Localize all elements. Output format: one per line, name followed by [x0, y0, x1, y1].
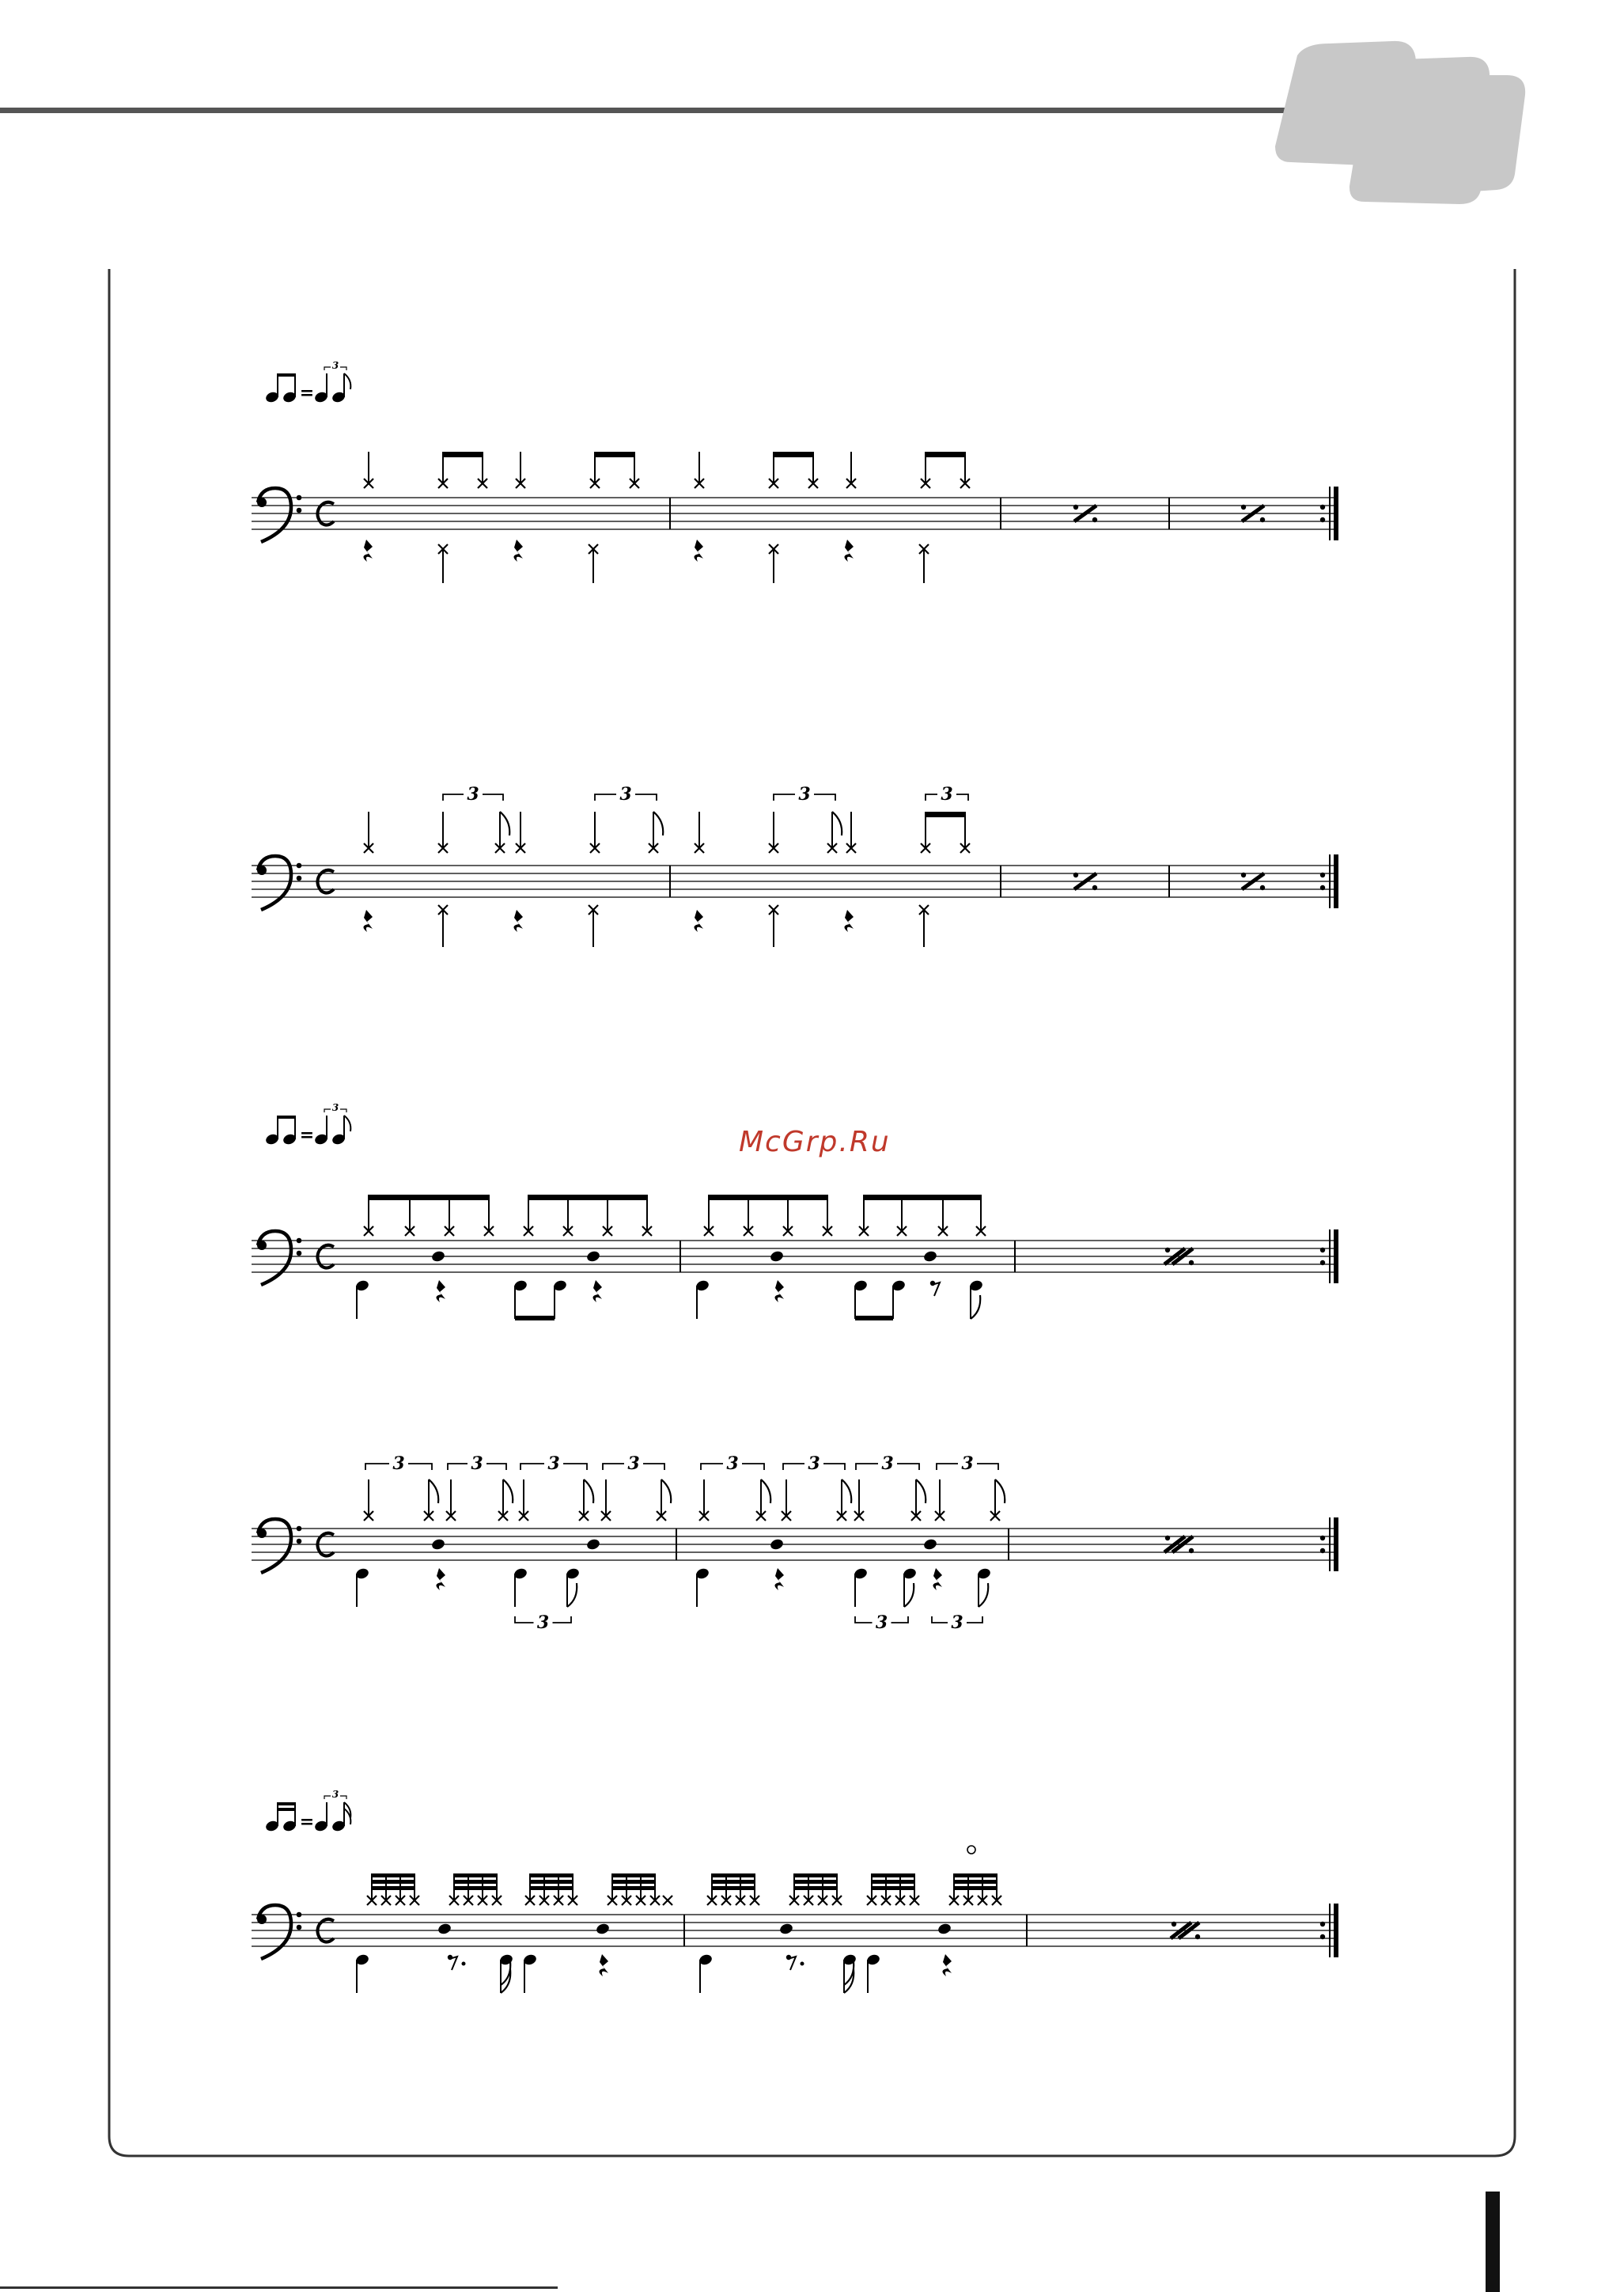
beam: [454, 1873, 497, 1877]
beam: [794, 1886, 837, 1890]
flag: [567, 1583, 577, 1607]
beam: [926, 452, 965, 457]
page-tab: [1486, 2192, 1500, 2292]
bass-clef-icon: [257, 1905, 301, 1959]
tuplet-number: 3: [627, 1453, 640, 1474]
quarter-rest-icon: [694, 540, 703, 562]
tuplet-number: 3: [547, 1453, 560, 1474]
beam: [612, 1873, 655, 1877]
beam: [712, 1873, 755, 1877]
bass-clef-icon: [257, 488, 301, 542]
dot: [801, 1962, 804, 1966]
bass-clef-icon: [257, 856, 301, 910]
flag: [584, 1479, 593, 1503]
beam: [926, 812, 965, 817]
beam: [612, 1880, 655, 1884]
tuplet-number: 3: [808, 1453, 820, 1474]
quarter-rest-icon: [436, 1568, 445, 1590]
beam: [774, 452, 813, 457]
beam: [954, 1873, 997, 1877]
beam: [372, 1880, 415, 1884]
beam: [954, 1886, 997, 1890]
snare-note: [769, 1250, 784, 1263]
bass-clef-icon: [257, 1519, 301, 1573]
quarter-rest-icon: [599, 1954, 608, 1976]
quarter-rest-icon: [942, 1954, 952, 1976]
beam: [872, 1873, 914, 1877]
beam: [278, 1802, 295, 1805]
tuplet-number: 3: [726, 1453, 739, 1474]
tuplet-number: 3: [331, 360, 339, 371]
tuplet-number: 3: [471, 1453, 483, 1474]
snare-note: [430, 1538, 445, 1551]
beam: [372, 1873, 415, 1877]
flag: [842, 1479, 851, 1503]
snare-note: [430, 1250, 445, 1263]
snare-note: [922, 1538, 937, 1551]
tempo-mark-2: [264, 1102, 350, 1146]
staff-2: [252, 784, 1338, 947]
beam: [709, 1195, 827, 1200]
beam: [530, 1880, 573, 1884]
tuplet-number: 3: [875, 1612, 888, 1633]
tuplet-number: 3: [961, 1453, 974, 1474]
quarter-rest-icon: [774, 1280, 784, 1302]
snare-note: [937, 1923, 952, 1936]
beam: [794, 1880, 837, 1884]
tuplet-number: 3: [331, 1102, 339, 1113]
beam: [278, 1808, 295, 1811]
tuplet-number: 3: [941, 784, 953, 805]
quarter-rest-icon: [933, 1568, 942, 1590]
equals-sign: =: [299, 383, 315, 403]
tuplet-number: 3: [331, 1789, 339, 1800]
snare-note: [585, 1538, 600, 1551]
tempo-mark-3: [264, 1789, 350, 1832]
beam: [712, 1886, 755, 1890]
flag: [661, 1479, 671, 1503]
equals-sign: =: [299, 1812, 315, 1832]
quarter-rest-icon: [363, 540, 373, 562]
snare-note: [585, 1250, 600, 1263]
beam: [530, 1886, 573, 1890]
beam: [872, 1880, 914, 1884]
beam: [954, 1880, 997, 1884]
quarter-rest-icon: [592, 1280, 602, 1302]
tuplet-number: 3: [798, 784, 811, 805]
flag: [653, 812, 663, 835]
staff-4: [252, 1453, 1338, 1633]
tuplet-number: 3: [881, 1453, 894, 1474]
tempo-mark-1: [264, 360, 350, 403]
quarter-rest-icon: [513, 910, 523, 932]
quarter-rest-icon: [844, 910, 854, 932]
eighth-rest-icon: [448, 1955, 457, 1970]
snare-note: [769, 1538, 784, 1551]
beam: [454, 1886, 497, 1890]
beam: [855, 1316, 893, 1320]
beam: [612, 1886, 655, 1890]
flag: [761, 1479, 770, 1503]
snare-note: [778, 1923, 793, 1936]
quarter-rest-icon: [513, 540, 523, 562]
drum-score: [252, 360, 1338, 1993]
beam: [454, 1880, 497, 1884]
beam: [872, 1886, 914, 1890]
content-frame: [109, 269, 1515, 2156]
quarter-rest-icon: [774, 1568, 784, 1590]
flag: [832, 812, 842, 835]
tuplet-number: 3: [392, 1453, 405, 1474]
beam: [443, 452, 483, 457]
quarter-rest-icon: [844, 540, 854, 562]
snare-note: [595, 1923, 610, 1936]
beam: [595, 452, 634, 457]
beam: [278, 373, 295, 377]
flag: [429, 1479, 438, 1503]
quarter-rest-icon: [694, 910, 703, 932]
snare-note: [922, 1250, 937, 1263]
equals-sign: =: [299, 1125, 315, 1146]
beam: [528, 1195, 647, 1200]
eighth-rest-icon: [930, 1281, 940, 1296]
beam: [278, 1116, 295, 1119]
hihat-x-note: [663, 1896, 672, 1905]
beam: [712, 1880, 755, 1884]
staff-1: [252, 452, 1338, 583]
header-rule: [0, 108, 1499, 113]
beam: [864, 1195, 981, 1200]
flag: [979, 1583, 988, 1607]
tuplet-number: 3: [951, 1612, 963, 1633]
flag: [344, 1116, 350, 1131]
beam: [530, 1873, 573, 1877]
eighth-rest-icon: [786, 1955, 796, 1970]
beam: [369, 1195, 489, 1200]
flag: [344, 373, 350, 389]
quarter-rest-icon: [363, 910, 373, 932]
flag: [995, 1479, 1005, 1503]
bass-clef-icon: [257, 1231, 301, 1285]
tuplet-number: 3: [619, 784, 632, 805]
beam: [794, 1873, 837, 1877]
tuplet-number: 3: [467, 784, 479, 805]
dot: [462, 1962, 466, 1966]
flag: [503, 1479, 513, 1503]
flag: [916, 1479, 926, 1503]
open-hihat-icon: [967, 1846, 975, 1854]
snare-note: [437, 1923, 452, 1936]
footer-rule: [0, 2286, 558, 2289]
brand-logo-icon: [1275, 41, 1525, 204]
staff-5: [252, 1846, 1338, 1993]
quarter-rest-icon: [436, 1280, 445, 1302]
beam: [372, 1886, 415, 1890]
staff-3: [252, 1195, 1338, 1320]
tuplet-number: 3: [536, 1612, 550, 1633]
flag: [904, 1583, 914, 1607]
flag: [971, 1295, 980, 1319]
flag: [500, 812, 509, 835]
beam: [515, 1316, 555, 1320]
watermark-text: McGrp.Ru: [739, 1126, 891, 1158]
